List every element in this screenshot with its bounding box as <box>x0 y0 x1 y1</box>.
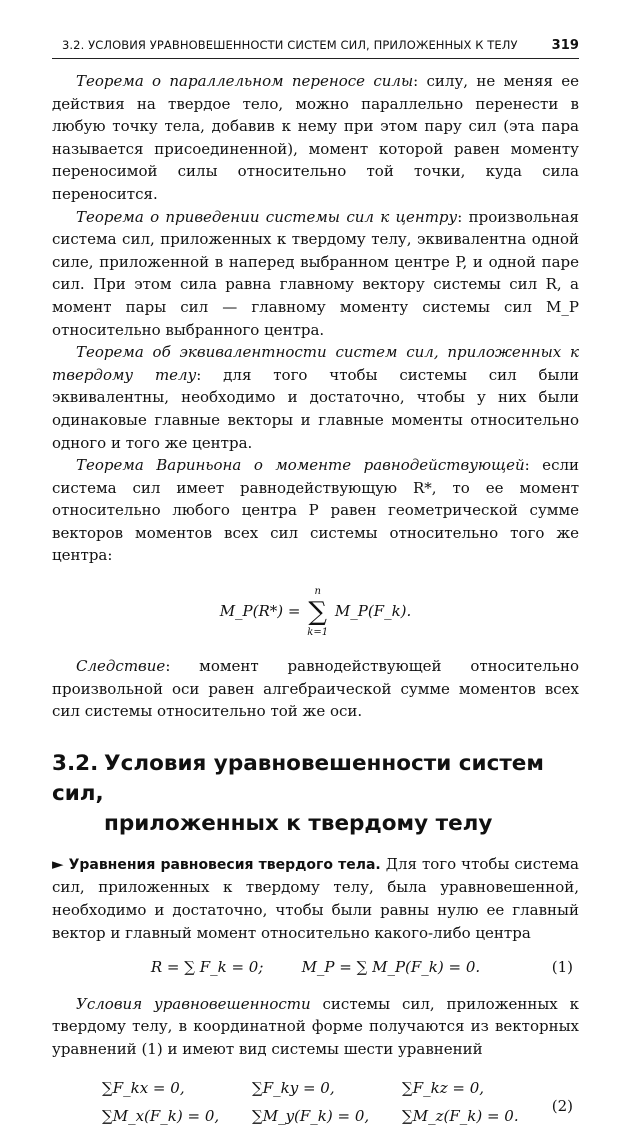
equation-2-row-moments <box>102 1105 519 1128</box>
equation-2-cell: ∑F_ky = 0, <box>252 1078 335 1097</box>
theorem-title: Теорема Вариньона о моменте равнодействующей <box>76 456 525 475</box>
theorem-title: Теорема о параллельном переносе силы <box>76 72 414 90</box>
equation-2-tag: (2) <box>551 1096 573 1115</box>
equation-2-row-forces <box>102 1077 484 1100</box>
equation-1-tag: (1) <box>551 958 573 977</box>
paragraph-varignon <box>52 454 579 567</box>
sum-upper-limit: n <box>314 586 321 598</box>
paragraph-reduction <box>52 206 579 342</box>
equation-2-cell: ∑F_kx = 0, <box>102 1078 185 1097</box>
section-title-line1: Условия уравновешенности систем сил, <box>52 750 544 806</box>
theorem-text: : если система сил имеет равнодействующую R*, то ее момент относительно любого центра P равен геометрической сумме векторов моментов всех сил системы относительно того же центра: <box>52 456 579 565</box>
running-head-title: 3.2. УСЛОВИЯ УРАВНОВЕШЕННОСТИ СИСТЕМ СИЛ, ПРИЛОЖЕННЫХ К ТЕЛУ <box>62 38 518 52</box>
equation-2-cell: ∑M_z(F_k) = 0. <box>402 1106 519 1125</box>
formula-rhs: M_P(F_k). <box>334 602 412 621</box>
sum-operator <box>307 585 328 639</box>
equilibrium-head: Уравнения равновесия твердого тела. <box>68 856 381 873</box>
section-title-line2: приложенных к твердому телу <box>104 810 493 836</box>
section-heading <box>52 749 579 839</box>
triangle-marker-icon: ► <box>52 854 64 873</box>
paragraph-equivalence <box>52 341 579 454</box>
conditions-text: системы сил, приложенных к твердому телу, в координатной форме получаются из векторных уравнений (1) и имеют вид системы шести уравнений <box>52 994 579 1058</box>
running-head <box>62 38 579 53</box>
conditions-title: Условия уравновешенности <box>76 994 311 1013</box>
section-number: 3.2. <box>52 750 99 776</box>
equation-2 <box>52 1077 579 1141</box>
formula-lhs: M_P(R*) <box>219 602 284 621</box>
sigma-symbol: ∑ <box>308 597 327 628</box>
equation-2-cell: ∑M_x(F_k) = 0, <box>102 1106 220 1125</box>
theorem-title: Теорема о приведении системы сил к центру <box>76 207 458 226</box>
paragraph-corollary <box>52 655 579 723</box>
paragraph-parallel-transfer <box>52 70 579 206</box>
equation-1 <box>52 956 579 979</box>
corollary-text: : момент равнодействующей относительно произвольной оси равен алгебраической сумме моментов всех сил системы относительно той же оси. <box>52 657 579 721</box>
varignon-formula <box>52 585 579 639</box>
equation-1-left: R = ∑ F_k = 0; <box>150 958 264 977</box>
header-rule <box>52 58 579 59</box>
equation-2-cell: ∑F_kz = 0, <box>402 1078 485 1097</box>
theorem-text: : силу, не меняя ее действия на твердое тело, можно параллельно перенести в любую точку тела, добавив к нему при этом пару сил (эта пара называется присоединенной), момент которой равен моменту переносимой силы относительно той точки, куда сила переносится. <box>52 72 579 203</box>
theorem-title: Теорема об эквивалентности систем сил, приложенных к твердому телу <box>52 343 579 384</box>
corollary-title: Следствие <box>76 657 166 676</box>
paragraph-conditions <box>52 993 579 1061</box>
page-number: 319 <box>551 38 579 53</box>
equilibrium-text: Для того чтобы система сил, приложенных к твердому телу, была уравновешенной, необходимо и достаточно, чтобы были равны нулю ее главный вектор и главный момент относительно какого-либо центра <box>52 854 579 942</box>
equation-2-cell: ∑M_y(F_k) = 0, <box>252 1106 370 1125</box>
formula-equals: = <box>287 602 301 621</box>
sum-lower-limit: k=1 <box>307 627 329 639</box>
theorem-text: : для того чтобы системы сил были эквивалентны, необходимо и достаточно, чтобы у них были одинаковые главные векторы и главные моменты относительно одного и того же центра. <box>52 365 579 452</box>
theorem-text: : произвольная система сил, приложенных к твердому телу, эквивалентна одной силе, приложенной в наперед выбранном центре P, и одной паре сил. При этом сила равна главному вектору системы сил R, а момент пары сил — главному моменту системы сил M_P относительно выбранного центра. <box>52 207 579 339</box>
page-body <box>52 70 579 1141</box>
equation-1-right: M_P = ∑ M_P(F_k) = 0. <box>301 958 481 977</box>
paragraph-equilibrium <box>52 853 579 944</box>
